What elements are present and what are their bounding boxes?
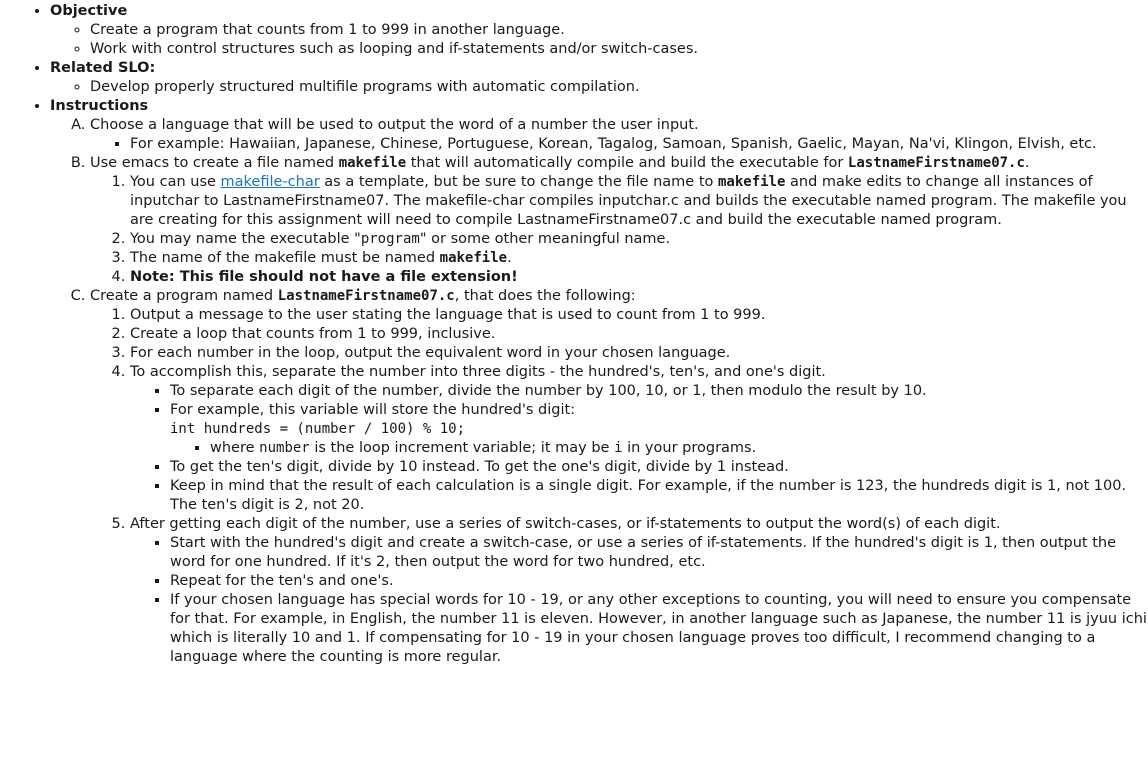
- instruction-c: [90, 287, 1148, 667]
- bullet-text: in your programs.: [622, 440, 757, 456]
- slo-section: [50, 59, 1148, 97]
- bullet-item: ▪ To get the ten's digit, divide by 10 instead. To get the one's digit, divide by 1 instead.: [170, 458, 1148, 477]
- bullet-item: ▪ Repeat for the ten's and one's.: [170, 572, 1148, 591]
- step-text: You can use: [130, 174, 221, 190]
- step-4-bullets: [130, 382, 1148, 515]
- slo-list: [50, 78, 1148, 97]
- bullet-item: ▪ Start with the hundred's digit and create a switch-case, or use a series of if-statements. If the hundred's digit is 1, then output the word for one hundred. If it's 2, then output the word for two hundred, etc.: [170, 534, 1148, 572]
- instruction-b-step-1: [130, 173, 1148, 230]
- bullet-text: For example, this variable will store the hundred's digit:: [170, 402, 576, 418]
- instruction-b-step-4: [130, 268, 1148, 287]
- instruction-b-text: that will automatically compile and build the executable for: [406, 155, 848, 171]
- instruction-a-sublist: [90, 135, 1148, 154]
- makefile-filename: makefile: [717, 174, 786, 190]
- instructions-list: [50, 116, 1148, 667]
- makefile-filename: makefile: [338, 155, 407, 171]
- note-text: Note: This file should not have a file extension!: [130, 269, 518, 285]
- step-text: and make edits to change all instances of inputchar to LastnameFirstname07. The makefile-char compiles inputchar.c and builds the executable named program. The makefile you are creating for this assignment will need to compile LastnameFirstname07.c and build the executable named program.: [130, 174, 1127, 228]
- objective-item: ◦ Create a program that counts from 1 to 999 in another language.: [90, 21, 1148, 40]
- step-5-bullets: [130, 534, 1148, 667]
- top-list: [0, 2, 1148, 667]
- variable-name: number: [259, 440, 310, 456]
- code-explanation-list: [170, 439, 1148, 458]
- instruction-b: [90, 154, 1148, 287]
- bullet-item: ▪ If your chosen language has special words for 10 - 19, or any other exceptions to counting, you will need to ensure you compensate for that. For example, in English, the number 11 is eleven. However, in another language such as Japanese, the number 11 is jyuu ichi which is literally 10 and 1. If compensating for 10 - 19 in your chosen language proves too difficult, I recommend changing to a language where the counting is more regular.: [170, 591, 1148, 667]
- variable-name: i: [614, 440, 623, 456]
- instruction-b-steps: [90, 173, 1148, 287]
- bullet-text: is the loop increment variable; it may be: [309, 440, 615, 456]
- bullet-item: [170, 401, 1148, 458]
- makefile-filename: makefile: [439, 250, 508, 266]
- instruction-c-step-1: 1. Output a message to the user stating the language that is used to count from 1 to 999.: [130, 306, 1148, 325]
- instruction-c-steps: [90, 306, 1148, 667]
- slo-item: ◦ Develop properly structured multifile programs with automatic compilation.: [90, 78, 1148, 97]
- bullet-text: where: [210, 440, 260, 456]
- instruction-a-text: Choose a language that will be used to output the word of a number the user input.: [90, 117, 699, 133]
- step-text: After getting each digit of the number, use a series of switch-cases, or if-statements to output the word(s) of each digit.: [130, 516, 1001, 532]
- program-filename: LastnameFirstname07.c: [277, 288, 455, 304]
- instruction-c-step-3: 3. For each number in the loop, output the equivalent word in your chosen language.: [130, 344, 1148, 363]
- executable-name: program: [360, 231, 420, 247]
- objective-item: ◦ Work with control structures such as looping and if-statements and/or switch-cases.: [90, 40, 1148, 59]
- bullet-item: ▪ Keep in mind that the result of each calculation is a single digit. For example, if the number is 123, the hundreds digit is 1, not 100. The ten's digit is 2, not 20.: [170, 477, 1148, 515]
- target-filename: LastnameFirstname07.c: [847, 155, 1025, 171]
- instruction-a: [90, 116, 1148, 154]
- step-text: You may name the executable ": [130, 231, 361, 247]
- instruction-c-step-2: 2. Create a loop that counts from 1 to 999, inclusive.: [130, 325, 1148, 344]
- step-text: as a template, but be sure to change the file name to: [319, 174, 718, 190]
- instruction-c-step-5: [130, 515, 1148, 667]
- makefile-char-link[interactable]: makefile-char: [220, 174, 320, 190]
- step-text: To accomplish this, separate the number into three digits - the hundred's, ten's, and one's digit.: [130, 364, 826, 380]
- code-explanation: [210, 439, 1148, 458]
- objective-section: [50, 2, 1148, 59]
- step-text: The name of the makefile must be named: [130, 250, 440, 266]
- instruction-b-text: Use emacs to create a file named: [90, 155, 339, 171]
- objective-list: [50, 21, 1148, 59]
- instruction-a-example: ▪ For example: Hawaiian, Japanese, Chinese, Portuguese, Korean, Tagalog, Samoan, Spanish, Gaelic, Mayan, Na'vi, Klingon, Elvish, etc.: [130, 135, 1148, 154]
- instruction-c-step-4: [130, 363, 1148, 515]
- instruction-b-text: .: [1024, 155, 1030, 171]
- code-snippet: int hundreds = (number / 100) % 10;: [170, 421, 466, 437]
- instruction-c-text: Create a program named: [90, 288, 278, 304]
- instructions-section: [50, 97, 1148, 667]
- instruction-c-text: , that does the following:: [454, 288, 636, 304]
- step-text: .: [507, 250, 512, 266]
- slo-heading: Related SLO:: [50, 60, 156, 76]
- objective-heading: Objective: [50, 3, 128, 19]
- step-text: " or some other meaningful name.: [419, 231, 671, 247]
- instruction-b-step-2: [130, 230, 1148, 249]
- instructions-heading: Instructions: [50, 98, 149, 114]
- bullet-item: ▪ To separate each digit of the number, divide the number by 100, 10, or 1, then modulo the result by 10.: [170, 382, 1148, 401]
- instruction-b-step-3: [130, 249, 1148, 268]
